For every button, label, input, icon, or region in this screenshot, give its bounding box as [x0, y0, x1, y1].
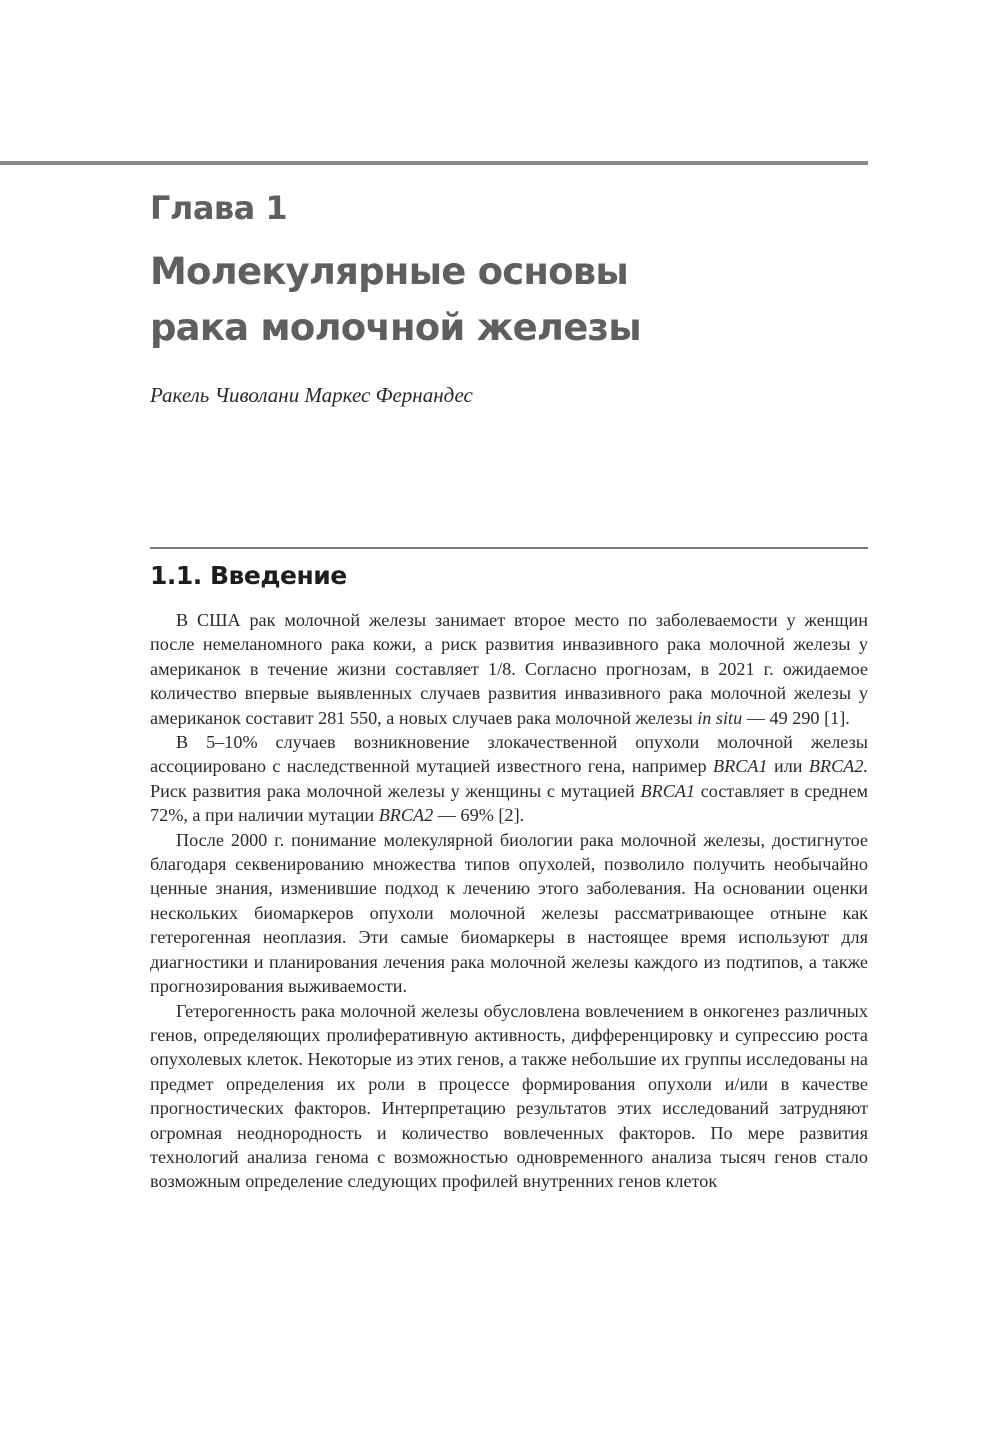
gene-brca1: BRCA1	[640, 780, 696, 801]
chapter-author: Ракель Чиволани Маркес Фернандес	[150, 383, 473, 407]
gene-brca1: BRCA1	[713, 756, 768, 777]
paragraph-2	[150, 730, 868, 828]
paragraph-2-text-e: — 69% [2].	[433, 805, 525, 826]
paragraph-1-text-b: — 49 290 [1].	[742, 707, 850, 728]
paragraph-3: После 2000 г. понимание молекулярной биологии рака молочной железы, достигнутое благодаря секвенированию множества типов опухолей, позволило получить необычайно ценные знания, изменившие подход к лечению этого заболевания. На основании оценки нескольких биомаркеров опухоли молочной железы рассматривающее отныне как гетерогенная неоплазия. Эти самые биомаркеры в настоящее время используют для диагностики и планирования лечения рака молочной железы каждого из подтипов, а также прогнозирования выживаемости.	[150, 829, 868, 997]
top-divider	[0, 161, 868, 165]
section-title: 1.1. Введение	[150, 561, 347, 590]
paragraph-1-text-a: В США рак молочной железы занимает второе место по заболеваемости у женщин после немеланомного рака кожи, а риск развития инвазивного рака молочной железы у американок в течение жизни составляет 1/8. Согласно прогнозам, в 2021 г. ожидаемое количество впервые выявленных случаев развития инвазивного рака молочной железы у американок составит 281 550, а новых случаев рака молочной железы	[150, 610, 868, 728]
paragraph-4: Гетерогенность рака молочной железы обусловлена вовлечением в онкогенез различных генов, определяющих пролиферативную активность, дифференцировку и супрессию роста опухолевых клеток. Некоторые из этих генов, а также небольшие их группы исследованы на предмет определения их роли в процессе формирования опухоли и/или в качестве прогностических факторов. Интерпретацию результатов этих исследований затрудняют огромная неоднородность и количество вовлеченных факторов. По мере развития технологий анализа генома с возможностью одновременного анализа тысяч генов стало возможным определение следующих профилей внутренних генов клеток	[150, 1000, 868, 1192]
chapter-title-line-2: рака молочной железы	[150, 306, 641, 349]
paragraph-1	[150, 608, 868, 730]
chapter-title-line-1: Молекулярные основы	[150, 250, 629, 293]
paragraph-2-text-d: составляет в среднем 72%, а при наличии мутации	[150, 780, 868, 826]
paragraph-2-text-c: Риск развития рака молочной железы у женщины с мутацией	[150, 780, 641, 801]
paragraph-2-text-a: В 5–10% случаев возникновение злокачественной опухоли молочной железы ассоциировано с наследственной мутацией известного гена, например	[150, 732, 868, 777]
chapter-label: Глава 1	[150, 189, 288, 227]
gene-brca2: BRCA2	[378, 805, 434, 826]
chapter-title	[150, 244, 850, 356]
paragraph-2-text-b: или	[767, 756, 809, 777]
gene-brca2: BRCA2.	[808, 756, 868, 777]
section-divider	[150, 547, 868, 549]
paragraph-1-italic: in situ	[697, 707, 743, 728]
body-text	[150, 608, 868, 1194]
